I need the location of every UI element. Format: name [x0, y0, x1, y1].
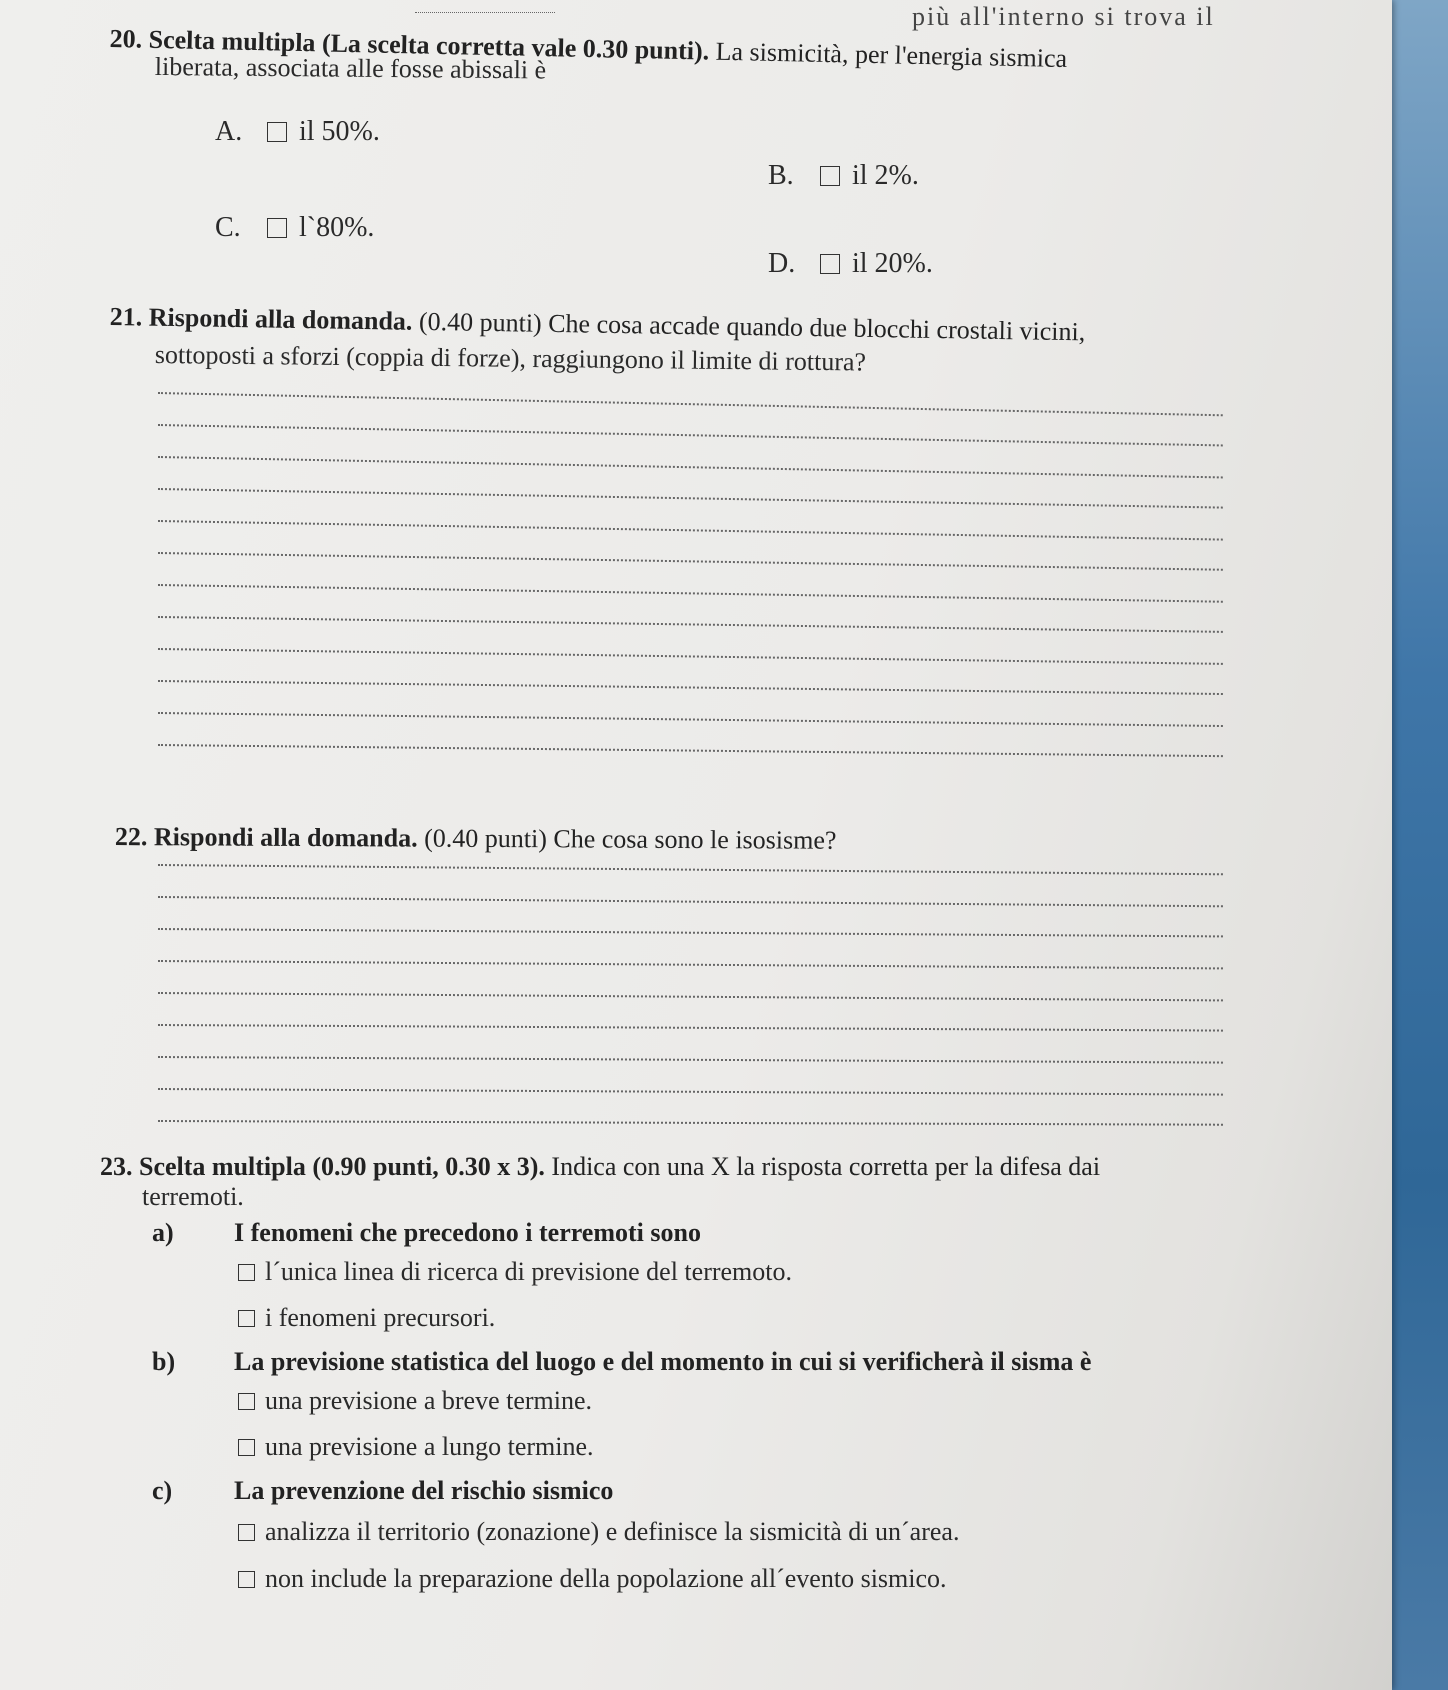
q23-b-choice-2[interactable]	[238, 1432, 594, 1462]
q23-heading	[100, 1152, 1100, 1182]
answer-line[interactable]	[158, 424, 1223, 446]
part-letter: a)	[152, 1218, 174, 1247]
option-text: il 2%.	[852, 160, 919, 191]
checkbox[interactable]	[238, 1310, 255, 1327]
checkbox[interactable]	[820, 254, 840, 274]
q23-part-a-prompt	[152, 1218, 701, 1248]
checkbox[interactable]	[267, 122, 287, 142]
answer-line[interactable]	[158, 1056, 1223, 1064]
choice-text: non include la preparazione della popolazione all´evento sismico.	[265, 1564, 947, 1593]
checkbox[interactable]	[238, 1439, 255, 1456]
answer-line[interactable]	[158, 712, 1223, 727]
q22-heading	[115, 822, 837, 856]
answer-line[interactable]	[158, 896, 1223, 907]
part-letter: c)	[152, 1476, 173, 1505]
top-divider	[415, 12, 555, 13]
q22-text: Che cosa sono le isosisme?	[553, 824, 837, 855]
q20-type: Scelta multipla	[148, 24, 316, 58]
answer-line[interactable]	[158, 392, 1223, 416]
desk-background	[1385, 0, 1448, 1690]
q20-option-d[interactable]	[768, 248, 933, 280]
q23-b-choice-1[interactable]	[238, 1386, 592, 1416]
q23-part-c-prompt	[152, 1476, 613, 1506]
choice-text: analizza il territorio (zonazione) e definisce la sismicità di un´area.	[265, 1517, 960, 1546]
q23-text-line2: terremoti.	[142, 1182, 244, 1211]
q20-option-b[interactable]	[768, 160, 919, 192]
answer-line[interactable]	[158, 1088, 1223, 1096]
q21-text-line1: Che cosa accade quando due blocchi crostali vicini,	[547, 308, 1086, 347]
choice-text: una previsione a breve termine.	[265, 1386, 593, 1415]
q21-text-line2: sottoposti a sforzi (coppia di forze), raggiungono il limite di rottura?	[154, 340, 867, 377]
header-fragment: più all'interno si trova il	[912, 2, 1215, 31]
q23-type: Scelta multipla	[139, 1152, 306, 1181]
q20-option-c[interactable]	[215, 212, 374, 244]
option-letter: A.	[215, 116, 243, 147]
answer-line[interactable]	[158, 960, 1223, 969]
q23-a-choice-1[interactable]	[238, 1257, 792, 1287]
part-letter: b)	[152, 1347, 176, 1376]
q23-points: (0.90 punti, 0.30 x 3).	[312, 1152, 545, 1181]
answer-line[interactable]	[158, 488, 1223, 509]
answer-line[interactable]	[158, 864, 1223, 875]
checkbox[interactable]	[820, 166, 840, 186]
checkbox[interactable]	[267, 218, 287, 238]
checkbox[interactable]	[238, 1264, 255, 1281]
q21-points: (0.40 punti)	[418, 306, 542, 338]
answer-line[interactable]	[158, 520, 1223, 541]
q22-number: 22.	[114, 822, 148, 852]
choice-text: l´unica linea di ricerca di previsione del terremoto.	[265, 1257, 792, 1286]
q22-type: Rispondi alla domanda.	[153, 822, 418, 853]
q20-option-a[interactable]	[215, 116, 380, 148]
answer-line[interactable]	[158, 648, 1223, 665]
part-prompt: La prevenzione del rischio sismico	[234, 1476, 614, 1505]
q23-c-choice-1[interactable]	[238, 1517, 959, 1547]
checkbox[interactable]	[238, 1393, 255, 1410]
answer-line[interactable]	[158, 928, 1223, 937]
q23-text-line1: Indica con una X la risposta corretta per la difesa dai	[551, 1152, 1101, 1181]
checkbox[interactable]	[238, 1524, 255, 1541]
answer-line[interactable]	[158, 1120, 1223, 1126]
option-text: il 20%.	[852, 248, 933, 279]
choice-text: una previsione a lungo termine.	[265, 1432, 594, 1461]
q20-text-line2: liberata, associata alle fosse abissali è	[154, 52, 547, 85]
checkbox[interactable]	[238, 1571, 255, 1588]
q23-a-choice-2[interactable]	[238, 1303, 495, 1333]
q22-points: (0.40 punti)	[424, 823, 547, 854]
answer-line[interactable]	[158, 744, 1223, 757]
answer-line[interactable]	[158, 1024, 1223, 1032]
part-prompt: I fenomeni che precedono i terremoti sono	[234, 1218, 701, 1247]
q21-number: 21.	[109, 302, 143, 332]
q23-number: 23.	[100, 1152, 133, 1181]
option-text: il 50%.	[299, 116, 380, 147]
answer-line[interactable]	[158, 584, 1223, 603]
q20-number: 20.	[109, 24, 143, 54]
option-letter: D.	[768, 248, 796, 279]
part-prompt: La previsione statistica del luogo e del momento in cui si verificherà il sisma è	[234, 1347, 1092, 1376]
answer-line[interactable]	[158, 992, 1223, 1001]
option-letter: C.	[215, 212, 241, 243]
option-text: l`80%.	[299, 212, 375, 243]
q21-type: Rispondi alla domanda.	[148, 302, 413, 336]
answer-line[interactable]	[158, 456, 1223, 478]
choice-text: i fenomeni precursori.	[265, 1303, 496, 1332]
answer-line[interactable]	[158, 552, 1223, 571]
answer-line[interactable]	[158, 616, 1223, 633]
option-letter: B.	[768, 160, 794, 191]
answer-line[interactable]	[158, 680, 1223, 695]
q23-part-b-prompt	[152, 1347, 1091, 1377]
q23-c-choice-2[interactable]	[238, 1564, 947, 1594]
q20-points: (La scelta corretta vale 0.30 punti).	[321, 28, 710, 66]
q20-text-line1: La sismicità, per l'energia sismica	[715, 36, 1068, 74]
